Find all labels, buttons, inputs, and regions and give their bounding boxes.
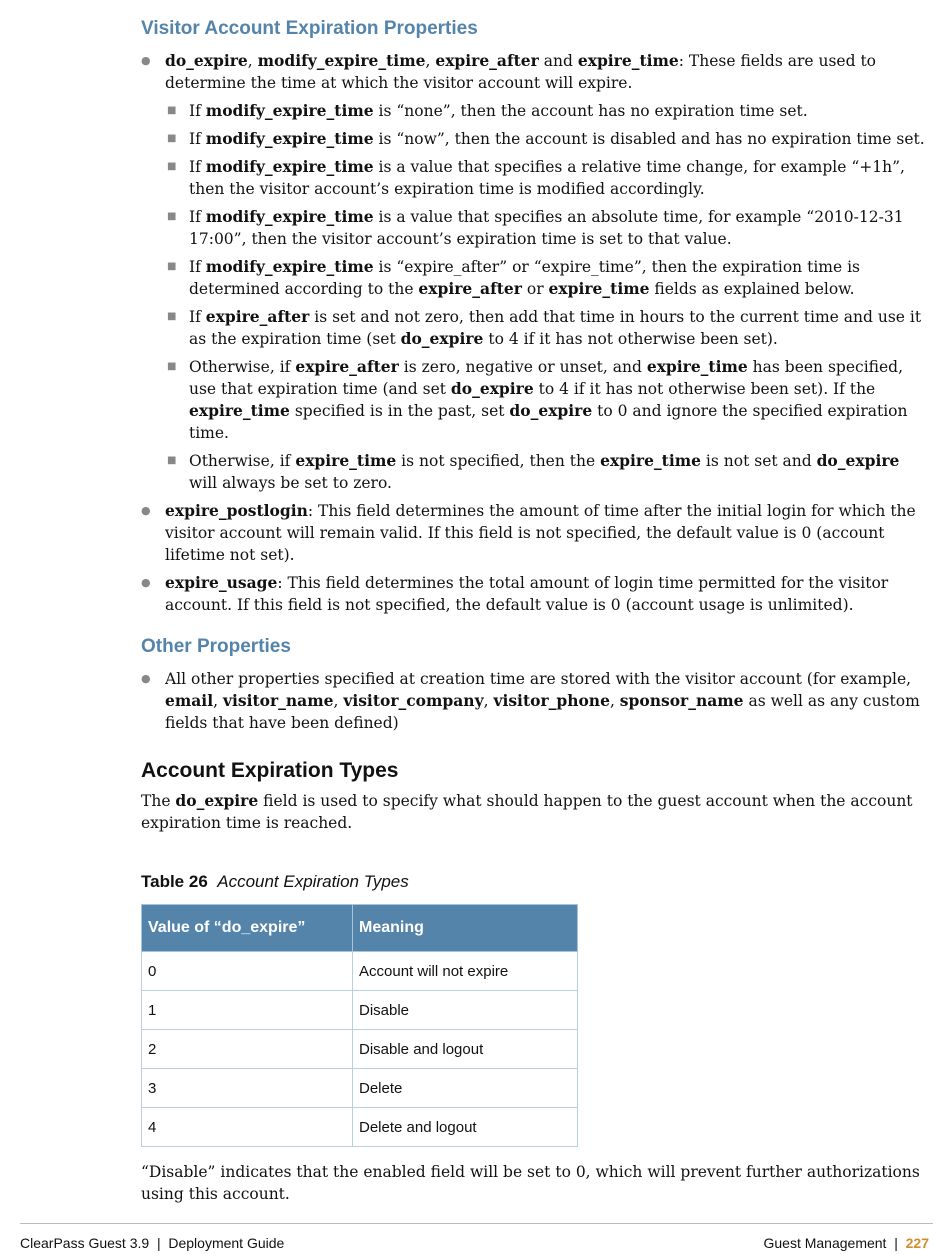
bullet-item (141, 572, 931, 616)
text-run: is not specified, then the (396, 452, 601, 470)
field-name: expire_time (295, 451, 397, 470)
table-caption-number: Table 26 (141, 872, 208, 891)
table-cell-value: 4 (142, 1108, 353, 1147)
table-header-row (142, 905, 578, 952)
field-name: modify_expire_time (205, 257, 374, 276)
sub-bullet-item (141, 256, 931, 300)
field-name: email (165, 691, 214, 710)
table-cell-value: 1 (142, 991, 353, 1030)
table-cell-value: 3 (142, 1069, 353, 1108)
section-heading-expiration-types: Account Expiration Types (141, 759, 399, 782)
text-run: If (189, 208, 206, 226)
text-run: fields as explained below. (649, 280, 855, 298)
text-run: , (425, 52, 436, 70)
table-row (142, 1030, 578, 1069)
section-heading-expiration-properties: Visitor Account Expiration Properties (141, 18, 478, 39)
text-run: : This field determines the amount of time after the initial login for which the visitor account will remain valid. If this field is not specified, the default value is 0 (account lifetime not set). (165, 502, 916, 564)
sub-bullet-item (141, 100, 931, 122)
text-run: is a value that specifies a relative time change, for example “+1h”, then the visitor account’s expiration time is modified accordingly. (189, 158, 905, 198)
table-cell-value: 2 (142, 1030, 353, 1069)
field-name: do_expire (175, 791, 259, 810)
field-name: expire_after (435, 51, 539, 70)
text-run: If (189, 308, 206, 326)
page-number: 227 (905, 1235, 929, 1251)
text-run: : These fields are used to determine the time at which the visitor account will expire. (165, 52, 877, 92)
text-run: will always be set to zero. (189, 474, 392, 492)
table-header-meaning: Meaning (353, 905, 578, 952)
field-name: do_expire (816, 451, 900, 470)
text-run: is “expire_after” or “expire_time”, then the expiration time is determined according to the (189, 258, 860, 298)
sub-bullet-list (141, 100, 931, 494)
field-name: modify_expire_time (257, 51, 426, 70)
table-cell-meaning: Delete (353, 1069, 578, 1108)
text-run: Otherwise, if (189, 358, 296, 376)
text-run: is “now”, then the account is disabled and has no expiration time set. (373, 130, 925, 148)
expiration-types-table (141, 904, 578, 1147)
bullet-item (141, 668, 931, 734)
table-caption (141, 870, 931, 894)
other-properties-list (141, 668, 931, 734)
field-name: visitor_company (343, 691, 484, 710)
table-row (142, 1108, 578, 1147)
text-run: If (189, 258, 206, 276)
field-name: sponsor_name (619, 691, 744, 710)
bullet-item (141, 500, 931, 566)
text-run: to 0 and ignore the specified expiration time. (189, 402, 908, 442)
text-run: or (521, 280, 549, 298)
field-name: expire_after (418, 279, 522, 298)
sub-bullet-item (141, 128, 931, 150)
expiration-types-intro (141, 790, 931, 834)
text-run: All other properties specified at creation time are stored with the visitor account (for example, (165, 670, 912, 688)
text-run: is a value that specifies an absolute time, for example “2010-12-31 17:00”, then the visitor account’s expiration time is set to that value. (189, 208, 904, 248)
field-name: modify_expire_time (205, 157, 374, 176)
footer-document-title: ClearPass Guest 3.9 | Deployment Guide (20, 1235, 285, 1251)
text-run: as well as any custom fields that have been defined) (165, 692, 920, 732)
section-heading-other-properties: Other Properties (141, 636, 291, 657)
page-footer (20, 1223, 933, 1251)
table-cell-meaning: Disable and logout (353, 1030, 578, 1069)
table-cell-meaning: Disable (353, 991, 578, 1030)
field-name: expire_time (600, 451, 701, 470)
text-run: is not set and (701, 452, 817, 470)
field-name: expire_time (577, 51, 679, 70)
table-cell-meaning: Account will not expire (353, 952, 578, 991)
field-name: expire_usage (165, 573, 278, 592)
table-row (142, 952, 578, 991)
field-name: expire_time (646, 357, 748, 376)
text-run: , (213, 692, 223, 710)
text-run: has been specified, use that expiration time (and set (189, 358, 904, 398)
text-run: Otherwise, if (189, 452, 296, 470)
field-name: modify_expire_time (205, 129, 374, 148)
text-run: is “none”, then the account has no expiration time set. (373, 102, 808, 120)
field-name: visitor_name (222, 691, 334, 710)
table-row (142, 1069, 578, 1108)
table-caption-title: Account Expiration Types (217, 872, 409, 891)
field-name: do_expire (400, 329, 484, 348)
text-run: , (333, 692, 344, 710)
field-name: do_expire (165, 51, 248, 70)
field-name: expire_time (548, 279, 650, 298)
text-run: The (141, 792, 176, 810)
text-run: If (189, 102, 206, 120)
footer-section (763, 1235, 929, 1251)
text-run: If (189, 130, 206, 148)
text-run: is set and not zero, then add that time in hours to the current time and use it as the expiration time (set (189, 308, 922, 348)
field-name: modify_expire_time (205, 101, 374, 120)
field-name: visitor_phone (493, 691, 610, 710)
field-name: expire_after (295, 357, 399, 376)
text-run: to 4 if it has not otherwise been set). If the (533, 380, 876, 398)
text-run: , (609, 692, 620, 710)
table-header-value: Value of “do_expire” (142, 905, 353, 952)
sub-bullet-item (141, 206, 931, 250)
text-run: , (247, 52, 258, 70)
page-content (141, 14, 931, 1205)
field-name: expire_time (189, 401, 290, 420)
table-row (142, 991, 578, 1030)
sub-bullet-item (141, 156, 931, 200)
table-cell-meaning: Delete and logout (353, 1108, 578, 1147)
field-name: expire_after (205, 307, 310, 326)
expiration-properties-list (141, 50, 931, 616)
text-run: specified is in the past, set (289, 402, 510, 420)
field-name: modify_expire_time (205, 207, 374, 226)
text-run: If (189, 158, 206, 176)
text-run: to 4 if it has not otherwise been set). (483, 330, 778, 348)
table-cell-value: 0 (142, 952, 353, 991)
disable-note: “Disable” indicates that the enabled field will be set to 0, which will prevent further authorizations using this account. (141, 1163, 920, 1203)
text-run: is zero, negative or unset, and (398, 358, 647, 376)
sub-bullet-item (141, 306, 931, 350)
text-run: : This field determines the total amount of login time permitted for the visitor account. If this field is not specified, the default value is 0 (account usage is unlimited). (165, 574, 889, 614)
text-run: , (483, 692, 494, 710)
bullet-item (141, 50, 931, 94)
footer-section-name: Guest Management | (763, 1235, 906, 1251)
field-name: do_expire (450, 379, 534, 398)
field-name: do_expire (509, 401, 593, 420)
sub-bullet-item (141, 356, 931, 444)
text-run: field is used to specify what should happen to the guest account when the account expiration time is reached. (141, 792, 913, 832)
field-name: expire_postlogin (165, 501, 308, 520)
sub-bullet-item (141, 450, 931, 494)
text-run: and (538, 52, 578, 70)
